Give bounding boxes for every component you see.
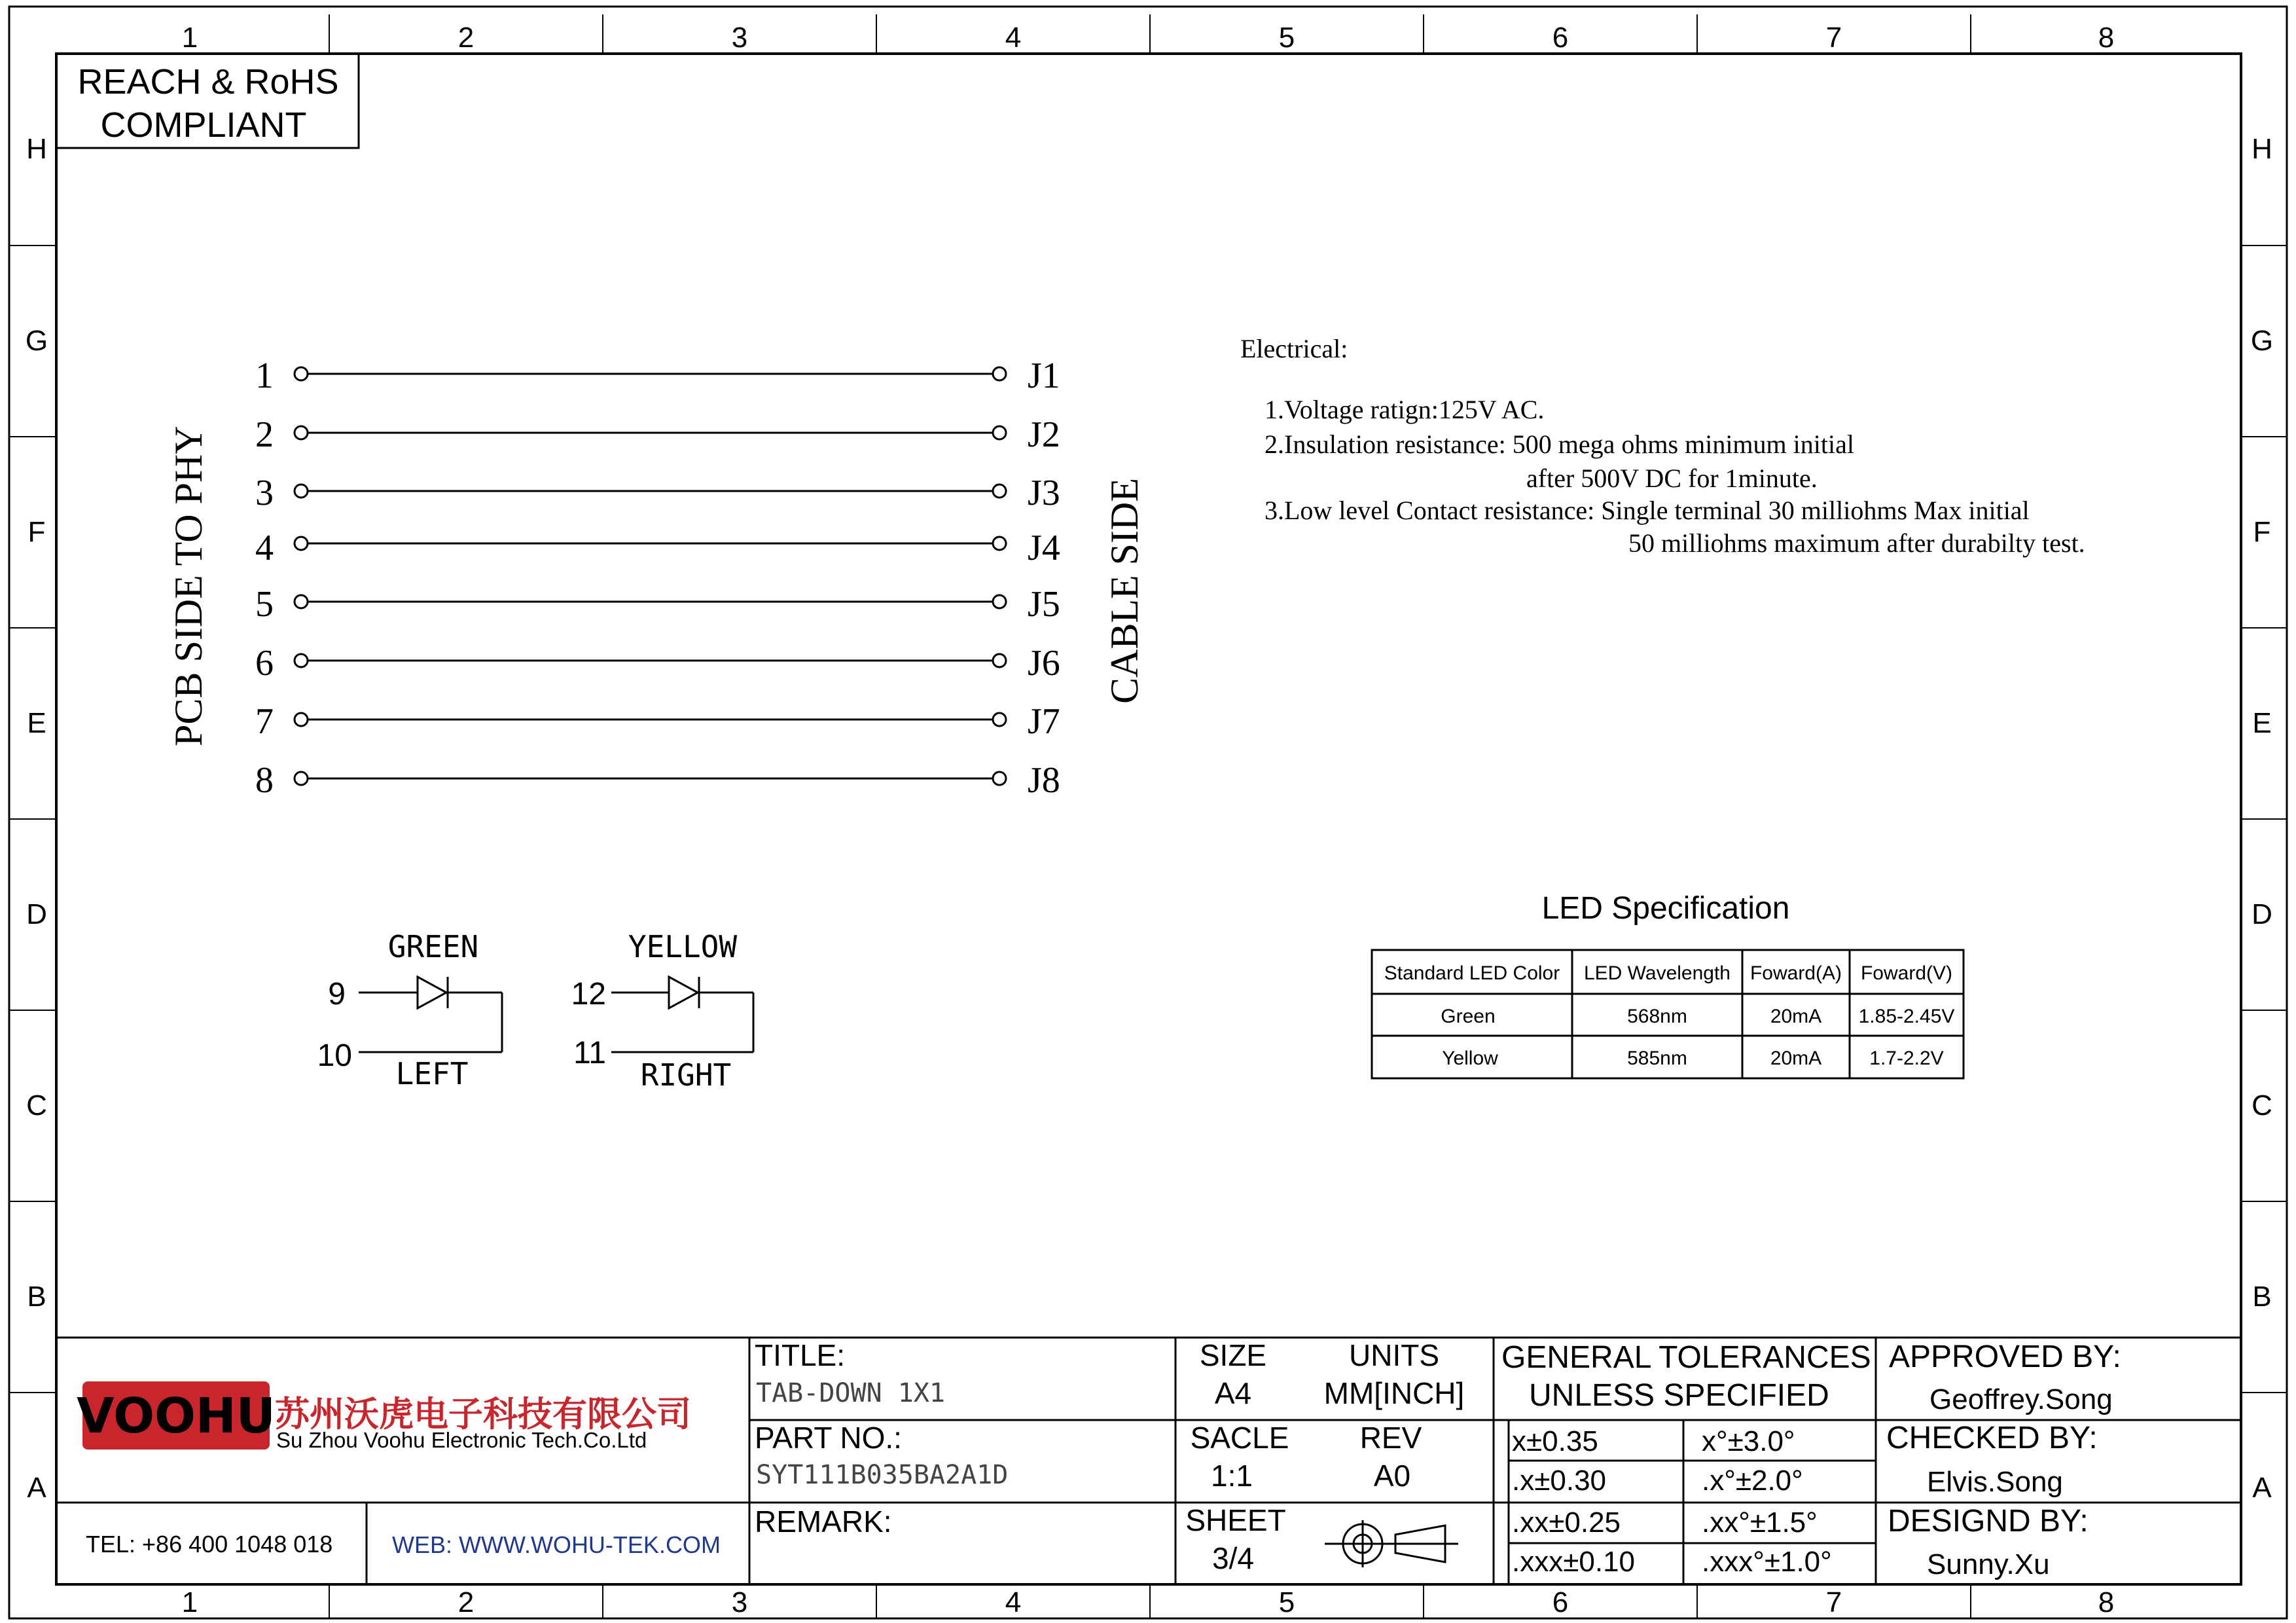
jack-label: J4 bbox=[1028, 528, 1060, 568]
pcb-side-label: PCB SIDE TO PHY bbox=[167, 426, 210, 746]
units-label: UNITS bbox=[1349, 1338, 1439, 1372]
row-label-right: D bbox=[2251, 898, 2272, 930]
led-pin-label: 12 bbox=[571, 977, 606, 1012]
row-label-left: H bbox=[26, 133, 47, 165]
table-cell: 1.7-2.2V bbox=[1869, 1048, 1944, 1069]
part-label: PART NO.: bbox=[755, 1421, 902, 1455]
tolerance-linear: .xxx±0.10 bbox=[1512, 1546, 1636, 1578]
company-name-cn: 苏州沃虎电子科技有限公司 bbox=[275, 1395, 691, 1434]
row-label-right: E bbox=[2252, 707, 2272, 739]
company-logo bbox=[77, 1381, 691, 1452]
led-side-label: LEFT bbox=[395, 1056, 469, 1091]
designed-label: DESIGND BY: bbox=[1888, 1504, 2089, 1539]
col-label-top: 3 bbox=[731, 22, 748, 54]
table-header: Standard LED Color bbox=[1384, 962, 1560, 984]
pin-number: 7 bbox=[255, 701, 274, 742]
tolerance-subheading: UNLESS SPECIFIED bbox=[1529, 1378, 1829, 1413]
part-number: SYT111B035BA2A1D bbox=[756, 1460, 1009, 1490]
table-cell: 20mA bbox=[1770, 1006, 1822, 1027]
jack-label: J8 bbox=[1028, 760, 1060, 801]
size-label: SIZE bbox=[1199, 1338, 1267, 1372]
col-label-top: 5 bbox=[1278, 22, 1295, 54]
scale-label: SACLE bbox=[1190, 1421, 1289, 1455]
diode-icon bbox=[359, 977, 502, 1052]
row-label-right: A bbox=[2252, 1472, 2272, 1504]
row-label-right: F bbox=[2253, 516, 2271, 548]
jack-label: J2 bbox=[1028, 414, 1060, 455]
table-cell: 1.85-2.45V bbox=[1858, 1006, 1955, 1027]
table-header: LED Wavelength bbox=[1583, 962, 1731, 984]
designed-by: Sunny.Xu bbox=[1927, 1548, 2050, 1580]
pin-number: 4 bbox=[255, 528, 274, 568]
units-value: MM[INCH] bbox=[1323, 1376, 1465, 1410]
col-label-top: 1 bbox=[181, 22, 198, 54]
table-cell: Yellow bbox=[1442, 1048, 1498, 1069]
col-label-bottom: 7 bbox=[1825, 1586, 1842, 1618]
checked-label: CHECKED BY: bbox=[1886, 1421, 2098, 1455]
row-label-left: B bbox=[27, 1281, 46, 1313]
row-ticks bbox=[9, 246, 2287, 1393]
led-pin-label: 9 bbox=[328, 977, 346, 1012]
led-color-label: GREEN bbox=[387, 929, 479, 964]
col-label-bottom: 5 bbox=[1278, 1586, 1295, 1618]
pin-number: 6 bbox=[255, 643, 274, 684]
jack-label: J6 bbox=[1028, 643, 1060, 684]
row-label-left: D bbox=[26, 898, 47, 930]
col-label-bottom: 8 bbox=[2098, 1586, 2115, 1618]
electrical-line: 3.Low level Contact resistance: Single terminal 30 milliohms Max initial bbox=[1265, 496, 2030, 525]
remark-label: REMARK: bbox=[755, 1504, 892, 1539]
tel: TEL: +86 400 1048 018 bbox=[86, 1531, 333, 1558]
sheet-frame bbox=[9, 7, 2287, 1618]
sheet-label: SHEET bbox=[1185, 1503, 1286, 1537]
rev-label: REV bbox=[1359, 1421, 1422, 1455]
wiring-schematic bbox=[167, 356, 1146, 801]
title-label: TITLE: bbox=[755, 1338, 846, 1372]
title-value: TAB-DOWN 1X1 bbox=[756, 1378, 945, 1408]
row-labels bbox=[26, 133, 2273, 1504]
table-header-row bbox=[1384, 962, 1952, 984]
pin-number: 8 bbox=[255, 760, 274, 801]
title-block bbox=[56, 1338, 2241, 1584]
col-label-bottom: 2 bbox=[457, 1586, 475, 1618]
led-pin-label: 11 bbox=[573, 1036, 606, 1070]
compliance-line1: REACH & RoHS bbox=[77, 62, 339, 101]
col-label-bottom: 6 bbox=[1552, 1586, 1569, 1618]
electrical-line: 1.Voltage ratign:125V AC. bbox=[1265, 395, 1545, 424]
company-name-en: Su Zhou Voohu Electronic Tech.Co.Ltd bbox=[276, 1428, 647, 1452]
row-label-right: B bbox=[2252, 1281, 2272, 1313]
cable-pin-labels bbox=[1028, 356, 1060, 801]
led-spec-title: LED Specification bbox=[1541, 891, 1790, 926]
col-label-top: 4 bbox=[1005, 22, 1022, 54]
table-cell: 568nm bbox=[1627, 1006, 1687, 1027]
table-cell: 585nm bbox=[1627, 1048, 1687, 1069]
size-value: A4 bbox=[1214, 1376, 1252, 1410]
approvals bbox=[1886, 1340, 2121, 1580]
electrical-line: after 500V DC for 1minute. bbox=[1526, 464, 1818, 493]
led-spec-table bbox=[1372, 891, 1964, 1078]
tolerance-linear: .xx±0.25 bbox=[1512, 1506, 1621, 1539]
jack-label: J5 bbox=[1028, 584, 1060, 625]
tolerance-linear: x±0.35 bbox=[1512, 1425, 1598, 1457]
pin-number: 2 bbox=[255, 414, 274, 455]
approved-label: APPROVED BY: bbox=[1889, 1340, 2121, 1374]
pcb-pin-numbers bbox=[255, 356, 274, 801]
col-label-bottom: 3 bbox=[731, 1586, 748, 1618]
sheet-info bbox=[1185, 1338, 1464, 1575]
website-link[interactable]: WEB: WWW.WOHU-TEK.COM bbox=[392, 1531, 721, 1558]
table-cell: Green bbox=[1441, 1006, 1496, 1027]
row-label-left: A bbox=[27, 1472, 46, 1504]
pin-number: 1 bbox=[255, 356, 274, 396]
led-side-label: RIGHT bbox=[640, 1057, 732, 1093]
row-label-right: H bbox=[2251, 133, 2272, 165]
tolerance-angular: .x°±2.0° bbox=[1702, 1465, 1803, 1497]
compliance-line2: COMPLIANT bbox=[100, 105, 307, 145]
tolerance-angular: .xxx°±1.0° bbox=[1702, 1546, 1832, 1578]
scale-value: 1:1 bbox=[1211, 1459, 1253, 1493]
table-header: Foward(A) bbox=[1749, 962, 1842, 984]
jack-label: J7 bbox=[1028, 701, 1060, 742]
row-label-right: C bbox=[2251, 1089, 2272, 1122]
electrical-heading: Electrical: bbox=[1240, 334, 1348, 363]
led-color-label: YELLOW bbox=[628, 929, 738, 964]
table-cell: 20mA bbox=[1770, 1048, 1822, 1069]
electrical-notes bbox=[1240, 334, 2085, 558]
title-block-grid bbox=[56, 1338, 2241, 1584]
tolerance-linear: .x±0.30 bbox=[1512, 1465, 1607, 1497]
col-label-top: 2 bbox=[457, 22, 475, 54]
cable-side-label: CABLE SIDE bbox=[1103, 478, 1146, 704]
jack-label: J1 bbox=[1028, 356, 1060, 396]
row-label-right: G bbox=[2250, 325, 2274, 357]
col-label-bottom: 1 bbox=[181, 1586, 198, 1618]
logo-text: VOOHU bbox=[77, 1388, 276, 1444]
pin-wires bbox=[295, 367, 1006, 785]
row-label-left: F bbox=[27, 516, 46, 548]
table-row bbox=[1442, 1048, 1944, 1069]
row-label-left: E bbox=[27, 707, 46, 739]
pin-number: 5 bbox=[255, 584, 274, 625]
approved-by: Geoffrey.Song bbox=[1929, 1383, 2113, 1415]
col-label-bottom: 4 bbox=[1005, 1586, 1022, 1618]
tolerance-angular: x°±3.0° bbox=[1702, 1425, 1795, 1457]
checked-by: Elvis.Song bbox=[1927, 1466, 2063, 1498]
pin-number: 3 bbox=[255, 473, 274, 513]
rev-value: A0 bbox=[1373, 1459, 1411, 1493]
electrical-line: 2.Insulation resistance: 500 mega ohms minimum initial bbox=[1265, 429, 1854, 459]
row-label-left: C bbox=[26, 1089, 47, 1122]
compliance-box bbox=[56, 54, 359, 148]
projection-symbol-icon bbox=[1325, 1520, 1458, 1567]
led-left bbox=[317, 929, 502, 1091]
led-pin-label: 10 bbox=[317, 1038, 352, 1073]
diode-icon bbox=[611, 977, 753, 1052]
tolerance-angular: .xx°±1.5° bbox=[1702, 1506, 1818, 1539]
row-label-left: G bbox=[25, 325, 48, 357]
sheet-value: 3/4 bbox=[1212, 1541, 1254, 1575]
col-label-top: 8 bbox=[2098, 22, 2115, 54]
table-row bbox=[1441, 1006, 1954, 1027]
table-header: Foward(V) bbox=[1860, 962, 1953, 984]
col-label-top: 6 bbox=[1552, 22, 1569, 54]
jack-label: J3 bbox=[1028, 473, 1060, 513]
col-label-top: 7 bbox=[1825, 22, 1842, 54]
electrical-line: 50 milliohms maximum after durabilty test. bbox=[1628, 528, 2085, 558]
tolerance-heading: GENERAL TOLERANCES bbox=[1501, 1340, 1871, 1375]
led-right bbox=[571, 929, 753, 1093]
